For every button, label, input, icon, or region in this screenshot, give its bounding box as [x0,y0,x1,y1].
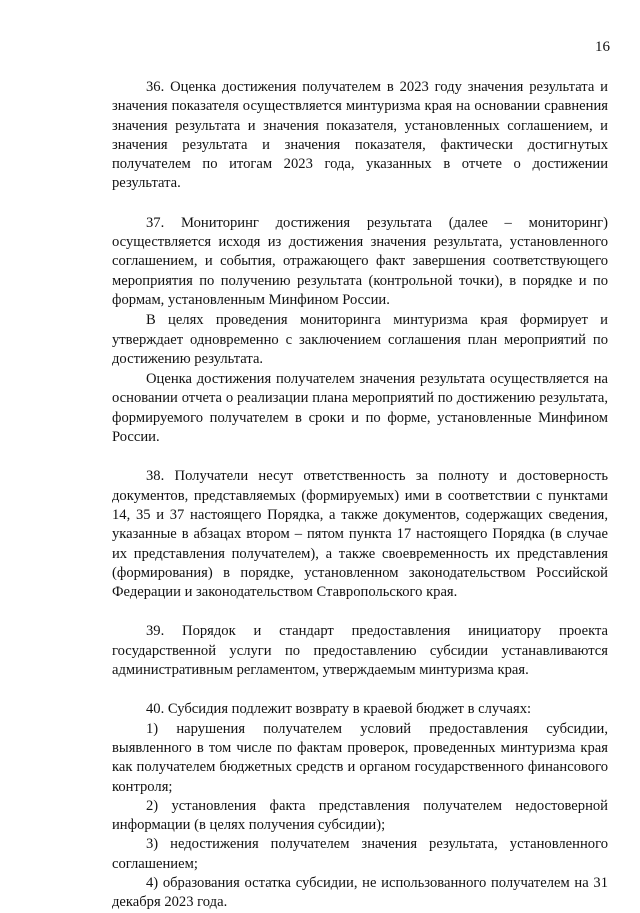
paragraph-40-item-4: 4) образования остатка субсидии, не использованного получателем на 31 декабря 2023 года. [112,874,608,911]
paragraph-40-item-3: 3) недостижения получателем значения результата, установленного соглашением; [112,836,608,872]
document-body [112,78,608,913]
paragraph-40-item-2: 2) установления факта представления получателем недостоверной информации (в целях получения субсидии); [112,797,608,834]
paragraph-37-evaluation: Оценка достижения получателем значения результата осуществляется на основании отчета о реализации плана мероприятий по достижению результата, формируемого получателем в сроки и по форме, установленные Минфином России. [112,371,608,446]
paragraph-39: 39. Порядок и стандарт предоставления инициатору проекта государственной услуги по предоставлению субсидии устанавливаются административным регламентом, утверждаемым минтуризма края. [112,623,608,679]
paragraph-38: 38. Получатели несут ответственность за полноту и достоверность документов, представляемых (формируемых) ими в соответствии с пунктами 14, 35 и 37 настоящего Порядка, а также документов, содержащих сведения, указанные в абзацах втором – пятом пункта 17 настоящего Порядка (в случае их представления получателем), а также своевременность их представления (формирования) в порядке, установленном законодательством Российской Федерации и законодательством Ставропольского края. [112,468,608,601]
paragraph-40-item-1: 1) нарушения получателем условий предоставления субсидии, выявленного в том числе по фактам проверок, проведенных минтуризма края как получателем бюджетных средств и органом государственного финансового контроля; [112,720,608,795]
paragraph-40: 40. Субсидия подлежит возврату в краевой бюджет в случаях: [146,701,532,718]
paragraph-36: 36. Оценка достижения получателем в 2023 году значения результата и значения показателя осуществляется минтуризма края на основании сравнения значения результата и значения показателя, установленных соглашением, и значения результата и значения показателя, фактически достигнутых получателем по итогам 2023 года, указанных в отчете о достижении результата. [112,79,608,192]
page-number: 16 [595,39,610,55]
paragraph-37-monitoring-plan: В целях проведения мониторинга минтуризма края формирует и утверждает одновременно с заключением соглашения план мероприятий по достижению результата. [112,312,608,367]
paragraph-37: 37. Мониторинг достижения результата (далее – мониторинг) осуществляется исходя из достижения значения результата, установленного соглашением, и события, отражающего факт завершения соответствующего мероприятия по получению результата (контрольной точки), в порядке и по формам, установленным Минфином России. [112,214,608,308]
